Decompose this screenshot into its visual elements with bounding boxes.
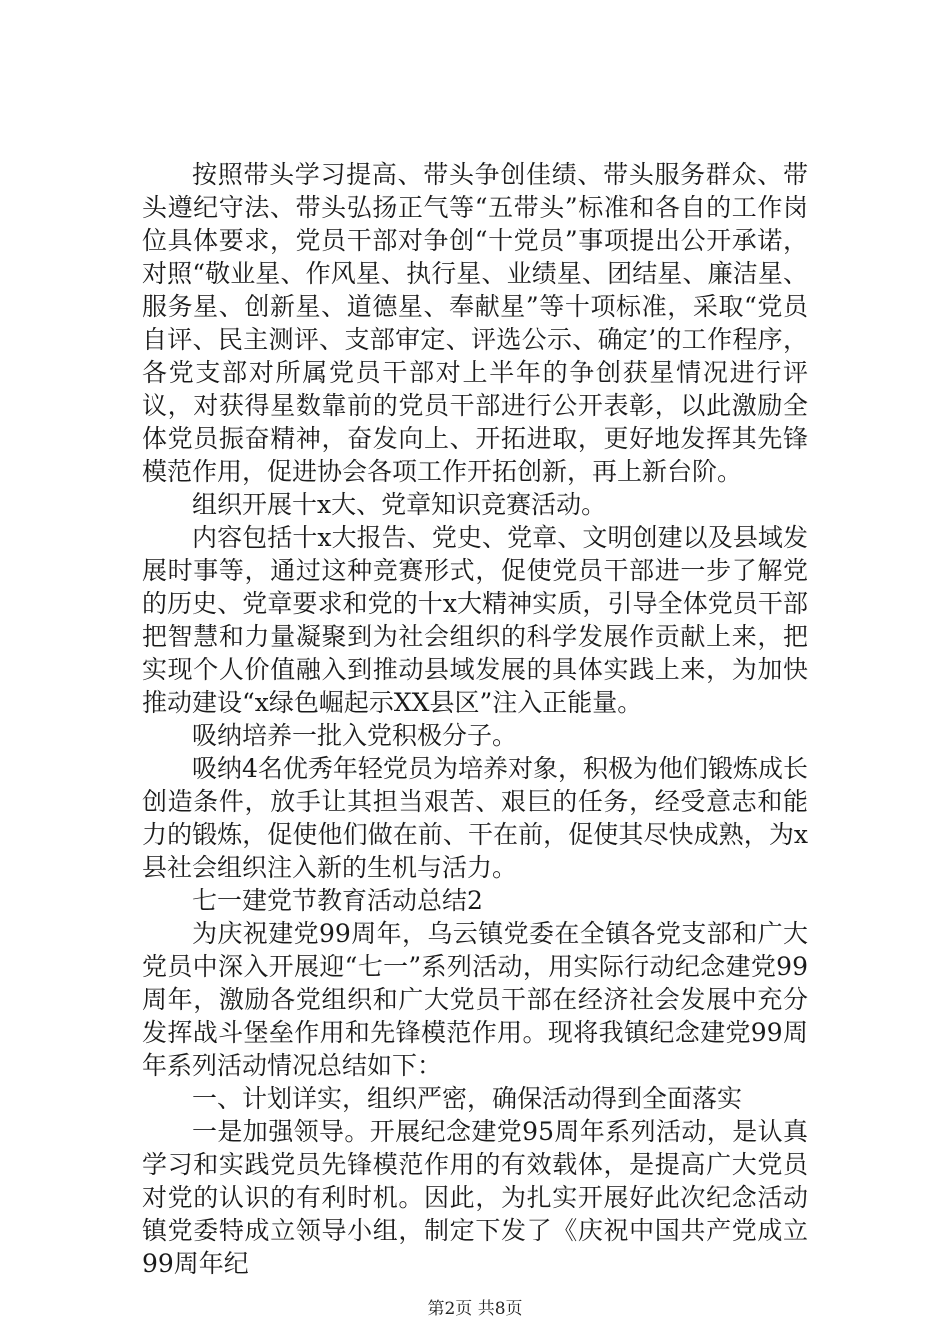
paragraph: 吸纳培养一批入党积极分子。 — [192, 721, 518, 750]
paragraph: 按照带头学习提高、带头争创佳绩、带头服务群众、带头遵纪守法、带头弘扬正气等“五带头”标准和各自的工作岗位具体要求，党员干部对争创“十党员”事项提出公开承诺，对照“敬业星、作风星、执行星、业绩星、团结星、廉洁星、服务星、创新星、道德星、奉献星”等十项标准，采取“党员自评、民主测评、支部审定、评选公示、确定’的工作程序，各党支部对所属党员干部对上半年的争创获星情况进行评议，对获得星数靠前的党员干部进行公开表彰，以此激励全体党员振奋精神，奋发向上、开拓进取，更好地发挥其先锋模范作用，促进协会各项工作开拓创新，再上新台阶。 — [142, 160, 808, 486]
page-footer: 第2页 共8页 — [427, 1299, 523, 1319]
section-heading: 一、计划详实，组织严密，确保活动得到全面落实 — [192, 1084, 743, 1113]
section-heading: 七一建党节教育活动总结2 — [192, 886, 483, 915]
paragraph: 一是加强领导。开展纪念建党95周年系列活动，是认真学习和实践党员先锋模范作用的有效载体，是提高广大党员对党的认识的有利时机。因此，为扎实开展好此次纪念活动镇党委特成立领导小组，制定下发了《庆祝中国共产党成立99周年纪 — [142, 1117, 808, 1278]
document-body — [142, 158, 808, 1280]
paragraph: 内容包括十x大报告、党史、党章、文明创建以及县域发展时事等，通过这种竞赛形式，促使党员干部进一步了解党的历史、党章要求和党的十x大精神实质，引导全体党员干部把智慧和力量凝聚到为社会组织的科学发展作贡献上来，把实现个人价值融入到推动县域发展的具体实践上来，为加快推动建设“x绿色崛起示XX县区”注入正能量。 — [142, 523, 808, 717]
paragraph: 为庆祝建党99周年，乌云镇党委在全镇各党支部和广大党员中深入开展迎“七一”系列活动，用实际行动纪念建党99周年，激励各党组织和广大党员干部在经济社会发展中充分发挥战斗堡垒作用和先锋模范作用。现将我镇纪念建党99周年系列活动情况总结如下： — [142, 919, 808, 1080]
paragraph: 组织开展十x大、党章知识竞赛活动。 — [192, 490, 607, 519]
paragraph: 吸纳4名优秀年轻党员为培养对象，积极为他们锻炼成长创造条件，放手让其担当艰苦、艰巨的任务，经受意志和能力的锻炼，促使他们做在前、干在前，促使其尽快成熟，为x县社会组织注入新的生机与活力。 — [142, 754, 808, 882]
